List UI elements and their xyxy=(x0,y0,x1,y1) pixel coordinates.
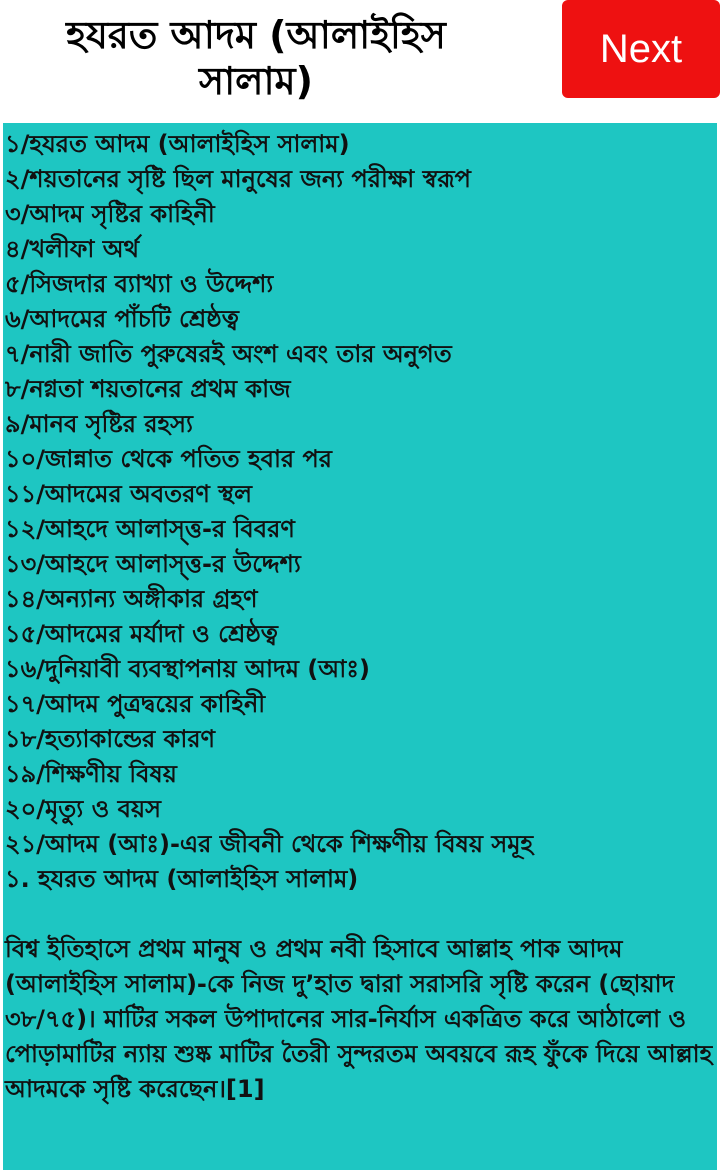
toc-item: ১৮/হত্যাকান্ডের কারণ xyxy=(5,725,216,753)
toc-item: ১০/জান্নাত থেকে পতিত হবার পর xyxy=(5,445,332,473)
toc-item: ৯/মানব সৃষ্টির রহস্য xyxy=(5,410,193,438)
toc-item: ১/হযরত আদম (আলাইহিস সালাম) xyxy=(5,130,350,158)
toc-item: ৭/নারী জাতি পুরুষেরই অংশ এবং তার অনুগত xyxy=(5,340,452,368)
toc-item: ৫/সিজদার ব্যাখ্যা ও উদ্দেশ্য xyxy=(5,270,274,298)
toc-item: ১৪/অন্যান্য অঙ্গীকার গ্রহণ xyxy=(5,585,258,613)
toc-item: ২০/মৃত্যু ও বয়স xyxy=(5,795,161,823)
page-title: হযরত আদম (আলাইহিস সালাম) xyxy=(66,13,446,103)
toc-item: ১৯/শিক্ষণীয় বিষয় xyxy=(5,760,177,788)
toc-item: ১২/আহদে আলাস্ত্ত-র বিবরণ xyxy=(5,515,295,543)
toc-item: ২১/আদম (আঃ)-এর জীবনী থেকে শিক্ষণীয় বিষয় সমূহ xyxy=(5,830,534,858)
header-bar xyxy=(0,0,720,120)
toc-item: ১৬/দুনিয়াবী ব্যবস্থাপনায় আদম (আঃ) xyxy=(5,655,371,683)
toc-item: ৩/আদম সৃষ্টির কাহিনী xyxy=(5,200,215,228)
next-button[interactable]: Next xyxy=(562,0,720,98)
table-of-contents xyxy=(3,123,717,862)
section-heading: ১. হযরত আদম (আলাইহিস সালাম) xyxy=(5,865,359,893)
toc-item: ৮/নগ্নতা শয়তানের প্রথম কাজ xyxy=(5,375,291,403)
toc-item: ১৩/আহদে আলাস্ত্ত-র উদ্দেশ্য xyxy=(5,550,301,578)
toc-item: ১৭/আদম পুত্রদ্বয়ের কাহিনী xyxy=(5,690,266,718)
toc-item: ১৫/আদমের মর্যাদা ও শ্রেষ্ঠত্ব xyxy=(5,620,278,648)
toc-item: ২/শয়তানের সৃষ্টি ছিল মানুষের জন্য পরীক্ষা স্বরূপ xyxy=(5,165,471,193)
toc-item: ৪/খলীফা অর্থ xyxy=(5,235,140,263)
toc-item: ৬/আদমের পাঁচটি শ্রেষ্ঠত্ব xyxy=(5,305,239,333)
content-area[interactable] xyxy=(3,123,717,1170)
body-paragraph: বিশ্ব ইতিহাসে প্রথম মানুষ ও প্রথম নবী হিসাবে আল্লাহ পাক আদম (আলাইহিস সালাম)-কে নিজ দু’হাত দ্বারা সরাসরি সৃষ্টি করেন (ছোয়াদ ৩৮/৭৫)। মাটির সকল উপাদানের সার-নির্যাস একত্রিত করে আঠালো ও পোড়ামাটির ন্যায় শুষ্ক মাটির তৈরী সুন্দরতম অবয়বে রূহ ফুঁকে দিয়ে আল্লাহ আদমকে সৃষ্টি করেছেন।[1] xyxy=(5,935,713,1103)
toc-item: ১১/আদমের অবতরণ স্থল xyxy=(5,480,253,508)
